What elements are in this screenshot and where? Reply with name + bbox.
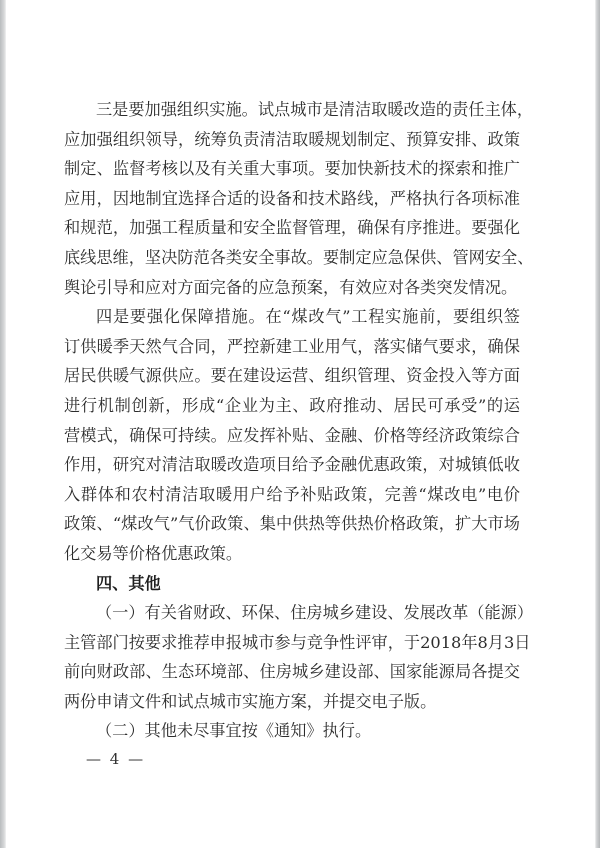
text-line: 两份申请文件和试点城市实施方案，并提交电子版。 [64,691,437,711]
page-right-edge [595,0,600,848]
item-submission-requirements [64,598,534,716]
text-line: 舆论引导和应对方面完备的应急预案，有效应对各类突发情况。 [64,277,518,297]
text-line: 和规范，加强工程质量和安全监督管理，确保有序推进。要强化 [64,218,520,238]
text-line: 订供暖季天然气合同，严控新建工业用气，落实储气要求，确保 [64,336,520,356]
text-line: 应用，因地制宜选择合适的设备和技术路线，严格执行各项标准 [64,188,520,208]
text-line: 居民供暖气源供应。要在建设运营、组织管理、资金投入等方面 [64,366,520,386]
text-line: 化交易等价格优惠政策。 [64,543,243,563]
text-line: 四是要强化保障措施。在“煤改气”工程实施前，要组织签 [96,307,520,327]
text-line: 应加强组织领导，统筹负责清洁取暖规划制定、预算安排、政策 [64,129,520,149]
text-line: （一）有关省财政、环保、住房城乡建设、发展改革（能源） [96,603,534,623]
paragraph-organize-implementation [64,95,534,302]
text-line: 作用，研究对清洁取暖改造项目给予金融优惠政策，对城镇低收 [64,455,520,475]
section-heading: 四、其他 [96,573,161,593]
text-line: 前向财政部、生态环境部、住房城乡建设部、国家能源局各提交 [64,662,520,682]
item-other-matters [64,716,520,746]
text-line: 政策、“煤改气”气价政策、集中供热等供热价格政策，扩大市场 [64,514,520,534]
text-line: 入群体和农村清洁取暖用户给予补贴政策，完善“煤改电”电价 [64,484,520,504]
text-line: （二）其他未尽事宜按《通知》执行。 [96,721,372,741]
text-line: 进行机制创新，形成“企业为主、政府推动、居民可承受”的运 [64,395,520,415]
paragraph-safeguard-measures [64,302,520,568]
document-body [64,95,534,746]
text-line: 底线思维，坚决防范各类安全事故。要制定应急保供、管网安全、 [64,247,534,267]
text-line: 营模式，确保可持续。应发挥补贴、金融、价格等经济政策综合 [64,425,520,445]
page-number: — 4 — [86,750,146,768]
text-line: 制定、监督考核以及有关重大事项。要加快新技术的探索和推广 [64,159,520,179]
page-left-edge [0,0,6,848]
text-line: 主管部门按要求推荐申报城市参与竞争性评审，于2018年8月3日 [64,632,531,652]
text-line: 三是要加强组织实施。试点城市是清洁取暖改造的责任主体， [96,100,534,119]
